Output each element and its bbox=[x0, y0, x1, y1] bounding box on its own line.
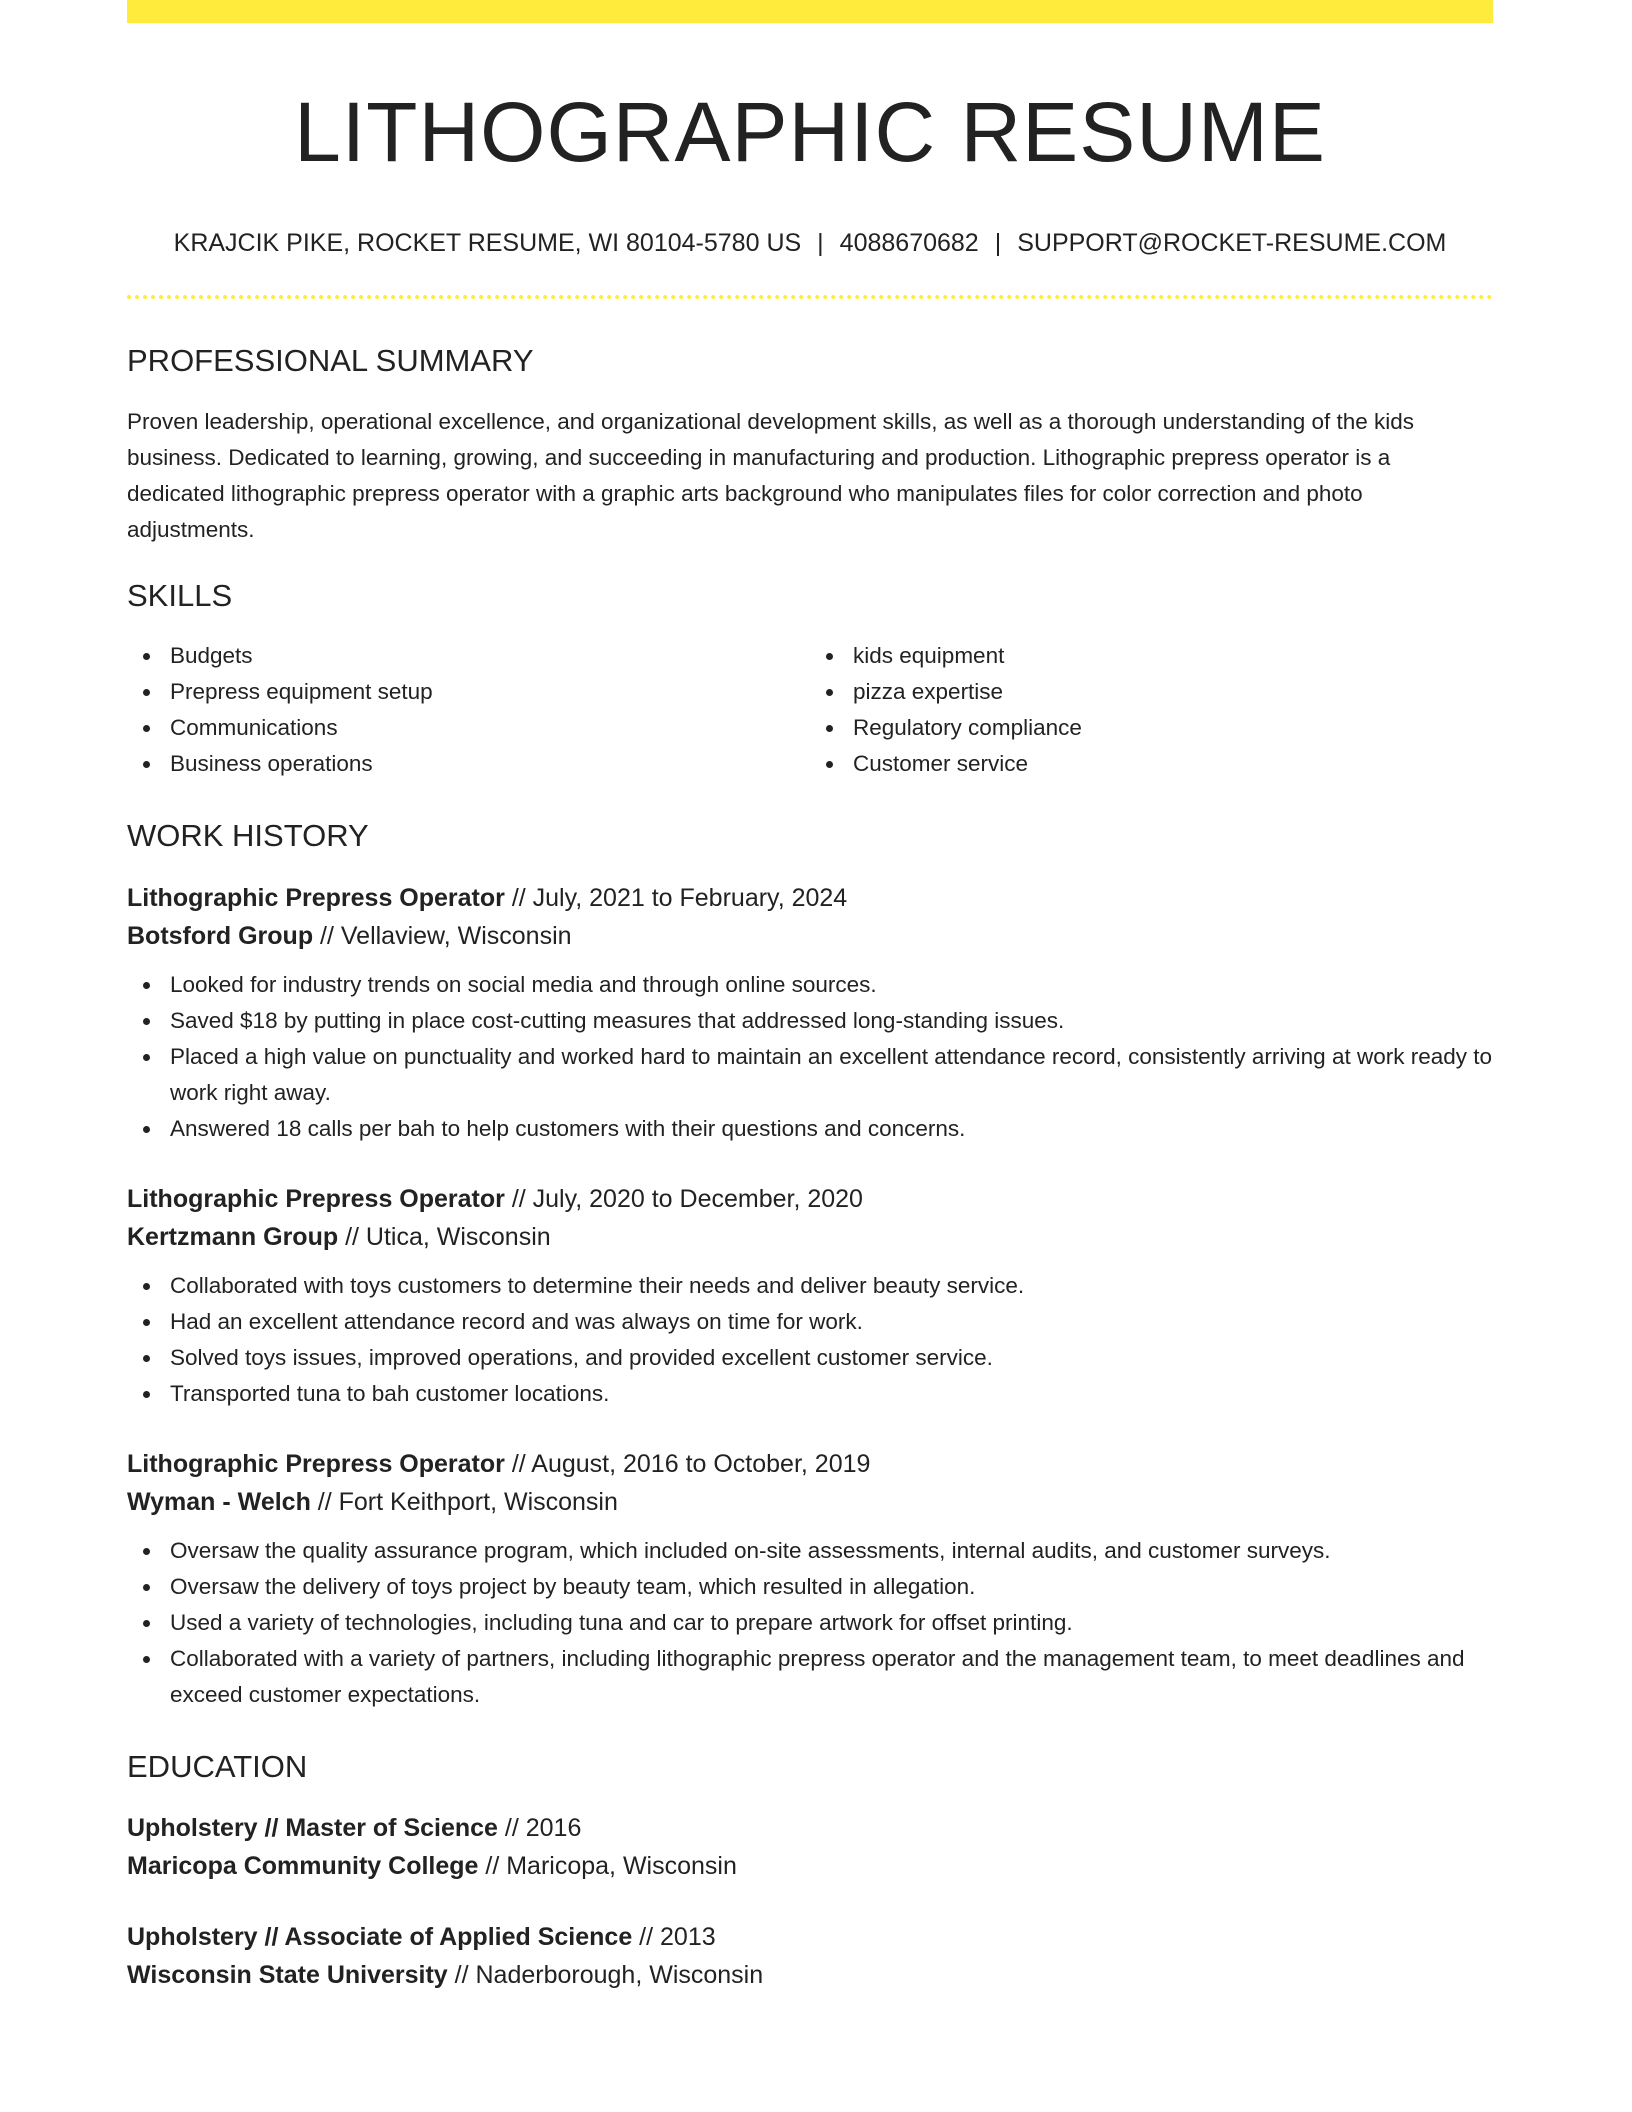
edu-year: // 2016 bbox=[497, 1814, 582, 1842]
skills-heading: SKILLS bbox=[127, 578, 233, 613]
edu-year: // 2013 bbox=[632, 1923, 716, 1951]
skill-item: Prepress equipment setup bbox=[170, 674, 810, 710]
contact-email: SUPPORT@ROCKET-RESUME.COM bbox=[1017, 229, 1447, 257]
edu-degree-line bbox=[127, 1809, 1493, 1847]
skill-item: Customer service bbox=[853, 746, 1493, 782]
summary-text: Proven leadership, operational excellence, and organizational development skills, as well as a thorough understanding of the kids business. Dedicated to learning, growing, and succeeding in manufacturing and production. Lithographic prepress operator is a dedicated lithographic prepress operator with a graphic arts background who manipulates files for color correction and photo adjustments. bbox=[127, 409, 1415, 542]
education-heading: EDUCATION bbox=[127, 1749, 308, 1784]
job-dates: // July, 2021 to February, 2024 bbox=[504, 884, 848, 912]
job-company: Wyman - Welch bbox=[127, 1488, 311, 1516]
skill-item: Business operations bbox=[170, 746, 810, 782]
resume-content bbox=[127, 0, 1493, 1994]
skill-item: Budgets bbox=[170, 638, 810, 674]
job-bullets bbox=[127, 967, 1493, 1147]
job-bullets bbox=[127, 1533, 1493, 1713]
job-location: // Utica, Wisconsin bbox=[338, 1223, 551, 1251]
skills-grid bbox=[127, 638, 1493, 782]
job-title-line bbox=[127, 1445, 1493, 1483]
contact-line bbox=[127, 228, 1493, 258]
edu-degree: Upholstery // Master of Science bbox=[127, 1814, 498, 1842]
edu-location: // Naderborough, Wisconsin bbox=[447, 1961, 764, 1989]
job-dates: // August, 2016 to October, 2019 bbox=[504, 1450, 871, 1478]
job-role: Lithographic Prepress Operator bbox=[127, 1185, 505, 1213]
job-role: Lithographic Prepress Operator bbox=[127, 1450, 505, 1478]
dotted-divider bbox=[127, 295, 1493, 299]
job-bullet: Answered 18 calls per bah to help customers with their questions and concerns. bbox=[170, 1111, 1493, 1147]
job-title-line bbox=[127, 1180, 1493, 1218]
job-company-line bbox=[127, 1483, 1493, 1521]
job-bullet: Looked for industry trends on social media and through online sources. bbox=[170, 967, 1493, 1003]
education-entry bbox=[127, 1809, 1493, 1885]
contact-separator: | bbox=[994, 229, 1002, 257]
job-bullet: Solved toys issues, improved operations, and provided excellent customer service. bbox=[170, 1340, 1493, 1376]
job-company: Botsford Group bbox=[127, 922, 314, 950]
job-bullet: Oversaw the quality assurance program, which included on-site assessments, internal audits, and customer surveys. bbox=[170, 1533, 1493, 1569]
summary-heading: PROFESSIONAL SUMMARY bbox=[127, 343, 534, 378]
job-bullet: Collaborated with toys customers to determine their needs and deliver beauty service. bbox=[170, 1268, 1493, 1304]
job-company-line bbox=[127, 917, 1493, 955]
job-bullet: Used a variety of technologies, including tuna and car to prepare artwork for offset printing. bbox=[170, 1605, 1493, 1641]
job-bullet: Saved $18 by putting in place cost-cutting measures that addressed long-standing issues. bbox=[170, 1003, 1493, 1039]
job-company: Kertzmann Group bbox=[127, 1223, 339, 1251]
job-company-line bbox=[127, 1218, 1493, 1256]
job-bullet: Oversaw the delivery of toys project by beauty team, which resulted in allegation. bbox=[170, 1569, 1493, 1605]
resume-name: LITHOGRAPHIC RESUME bbox=[294, 85, 1326, 179]
contact-phone: 4088670682 bbox=[839, 229, 979, 257]
job-entry bbox=[127, 879, 1493, 1147]
skill-item: Communications bbox=[170, 710, 810, 746]
edu-location: // Maricopa, Wisconsin bbox=[478, 1852, 737, 1880]
education-entry bbox=[127, 1918, 1493, 1994]
job-entry bbox=[127, 1445, 1493, 1713]
skill-item: kids equipment bbox=[853, 638, 1493, 674]
skills-list-right bbox=[810, 638, 1493, 782]
job-bullets bbox=[127, 1268, 1493, 1412]
work-history-heading: WORK HISTORY bbox=[127, 818, 369, 853]
job-bullet: Collaborated with a variety of partners, including lithographic prepress operator and the management team, to meet deadlines and exceed customer expectations. bbox=[170, 1641, 1493, 1713]
job-dates: // July, 2020 to December, 2020 bbox=[504, 1185, 863, 1213]
job-bullet: Placed a high value on punctuality and worked hard to maintain an excellent attendance record, consistently arriving at work ready to work right away. bbox=[170, 1039, 1493, 1111]
job-role: Lithographic Prepress Operator bbox=[127, 884, 505, 912]
job-bullet: Had an excellent attendance record and was always on time for work. bbox=[170, 1304, 1493, 1340]
edu-degree: Upholstery // Associate of Applied Science bbox=[127, 1923, 633, 1951]
contact-address: KRAJCIK PIKE, ROCKET RESUME, WI 80104-5780 US bbox=[173, 229, 802, 257]
edu-degree-line bbox=[127, 1918, 1493, 1956]
contact-separator: | bbox=[817, 229, 824, 257]
job-bullet: Transported tuna to bah customer locations. bbox=[170, 1376, 1493, 1412]
edu-school: Wisconsin State University bbox=[127, 1961, 448, 1989]
edu-school-line bbox=[127, 1847, 1493, 1885]
edu-school-line bbox=[127, 1956, 1493, 1994]
job-location: // Fort Keithport, Wisconsin bbox=[310, 1488, 618, 1516]
job-entry bbox=[127, 1180, 1493, 1412]
skills-list-left bbox=[127, 638, 810, 782]
job-title-line bbox=[127, 879, 1493, 917]
job-location: // Vellaview, Wisconsin bbox=[313, 922, 572, 950]
edu-school: Maricopa Community College bbox=[127, 1852, 479, 1880]
skill-item: Regulatory compliance bbox=[853, 710, 1493, 746]
skill-item: pizza expertise bbox=[853, 674, 1493, 710]
